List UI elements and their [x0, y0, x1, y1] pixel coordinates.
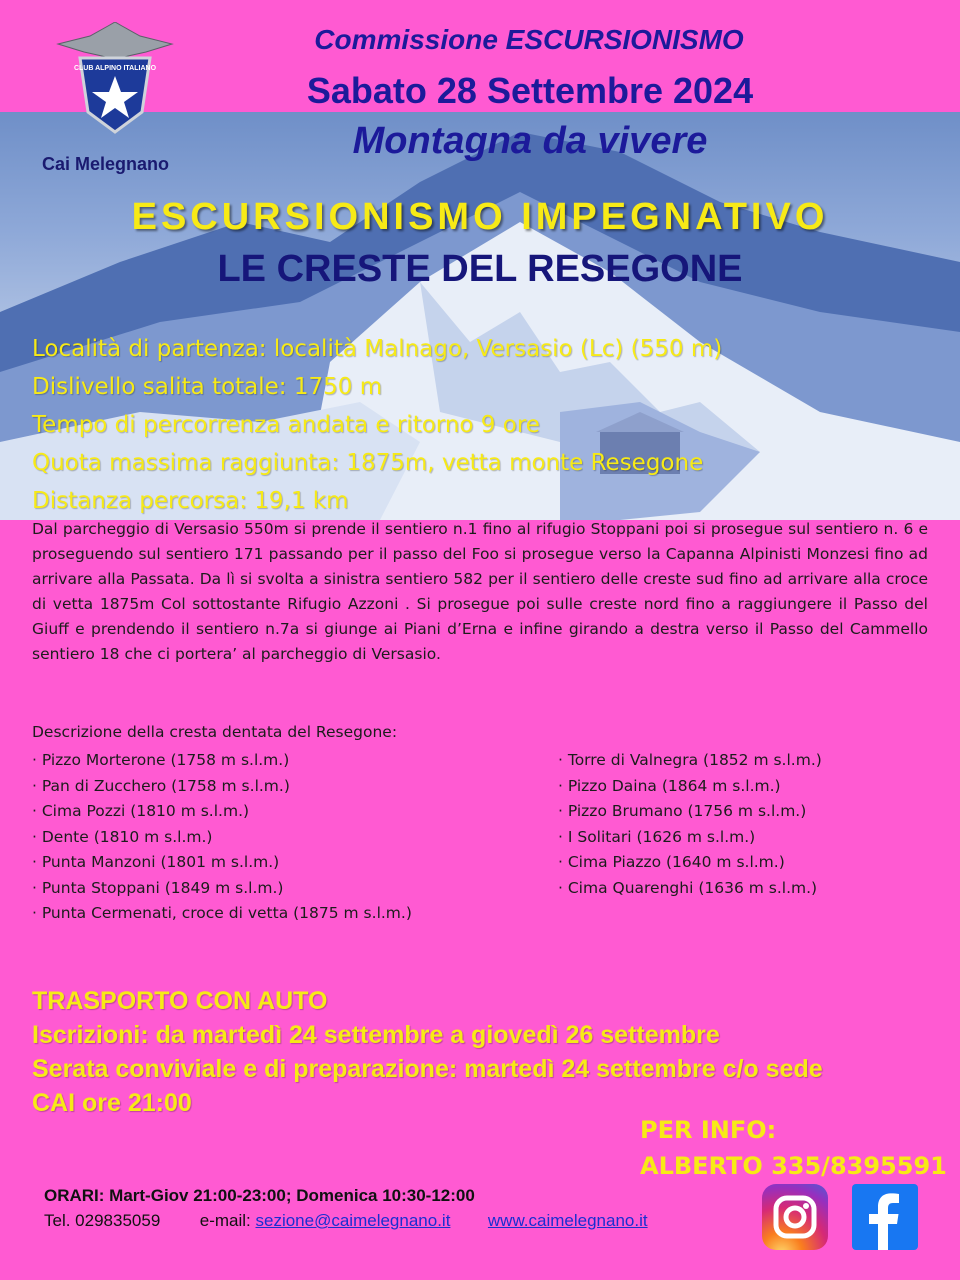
- trip-facts: [32, 330, 722, 520]
- section-name: Cai Melegnano: [42, 154, 170, 174]
- list-item: · Punta Cermenati, croce di vetta (1875 m s.l.m.): [32, 904, 412, 922]
- opening-hours: ORARI: Mart-Giov 21:00-23:00; Domenica 10:30-12:00: [44, 1186, 475, 1205]
- list-item: · Dente (1810 m s.l.m.): [32, 827, 213, 846]
- list-item: · Torre di Valnegra (1852 m s.l.m.): [558, 751, 822, 769]
- transport-line: TRASPORTO CON AUTO: [32, 987, 328, 1015]
- fact-duration: Tempo di percorrenza andata e ritorno 9 ore: [32, 412, 540, 438]
- facebook-icon[interactable]: [852, 1184, 918, 1250]
- fact-max-altitude: Quota massima raggiunta: 1875m, vetta monte Resegone: [32, 450, 704, 476]
- event-date: Sabato 28 Settembre 2024: [306, 70, 754, 111]
- website-link[interactable]: www.caimelegnano.it: [487, 1211, 648, 1230]
- difficulty-level: ESCURSIONISMO IMPEGNATIVO: [131, 196, 829, 238]
- email-label: e-mail:: [199, 1211, 251, 1230]
- list-item: · Cima Pozzi (1810 m s.l.m.): [32, 802, 250, 820]
- evening-time-line: CAI ore 21:00: [32, 1089, 192, 1117]
- route-description: Dal parcheggio di Versasio 550m si prende il sentiero n.1 fino al rifugio Stoppani poi si prosegue sul sentiero n. 6 e proseguendo sul sentiero 171 passando per il passo del Foo si prosegue verso la Capanna Alpinisti Monzesi fino ad arrivare alla Passata. Da lì si svolta a sinistra sentiero 582 per il sentiero delle creste sud fino ad arrivare alla croce di vetta 1875m Col sottostante Rifugio Azzoni . Si prosegue poi sulle creste nord fino a raggiungere il Passo del Giuff e prendendo il sentiero n.7a si giunge ai Piani d’Erna e infine girando a destra verso il Passo del Cammello sentiero 18 che ci portera’ al parcheggio di Versasio.: [32, 520, 928, 663]
- commission-title: Commissione ESCURSIONISMO: [314, 24, 744, 55]
- cai-logo: [50, 22, 180, 142]
- fact-distance: Distanza percorsa: 19,1 km: [32, 488, 349, 514]
- footer-contacts: [44, 1211, 648, 1231]
- list-item: · Punta Stoppani (1849 m s.l.m.): [32, 878, 284, 897]
- list-item: · Pan di Zucchero (1758 m s.l.m.): [32, 776, 290, 795]
- crest-list-left: [32, 748, 412, 927]
- phone-number: Tel. 029835059: [44, 1211, 161, 1230]
- evening-line: Serata conviviale e di preparazione: martedì 24 settembre c/o sede: [32, 1055, 823, 1083]
- route-title: LE CRESTE DEL RESEGONE: [217, 248, 743, 290]
- list-item: · Pizzo Morterone (1758 m s.l.m.): [32, 751, 290, 769]
- list-item: · Pizzo Daina (1864 m s.l.m.): [558, 776, 781, 795]
- list-item: · Punta Manzoni (1801 m s.l.m.): [32, 853, 280, 871]
- crest-title: Descrizione della cresta dentata del Resegone:: [32, 723, 398, 741]
- crest-list-right: [558, 748, 822, 901]
- info-label: PER INFO:: [640, 1116, 777, 1144]
- list-item: · Cima Quarenghi (1636 m s.l.m.): [558, 878, 818, 897]
- svg-text:CLUB ALPINO ITALIANO: CLUB ALPINO ITALIANO: [73, 65, 157, 72]
- instagram-icon[interactable]: [762, 1184, 828, 1250]
- fact-elevation: Dislivello salita totale: 1750 m: [32, 374, 383, 400]
- list-item: · I Solitari (1626 m s.l.m.): [558, 827, 756, 846]
- registration-line: Iscrizioni: da martedì 24 settembre a giovedì 26 settembre: [32, 1021, 720, 1049]
- logistics-notice: [32, 984, 823, 1120]
- info-contact: ALBERTO 335/8395591: [640, 1152, 947, 1180]
- tagline: Montagna da vivere: [352, 120, 708, 162]
- fact-start: Località di partenza: località Malnago, Versasio (Lc) (550 m): [32, 336, 723, 362]
- list-item: · Cima Piazzo (1640 m s.l.m.): [558, 853, 785, 871]
- email-link[interactable]: sezione@caimelegnano.it: [255, 1211, 451, 1230]
- list-item: · Pizzo Brumano (1756 m s.l.m.): [558, 802, 807, 820]
- contact-info: [640, 1112, 947, 1184]
